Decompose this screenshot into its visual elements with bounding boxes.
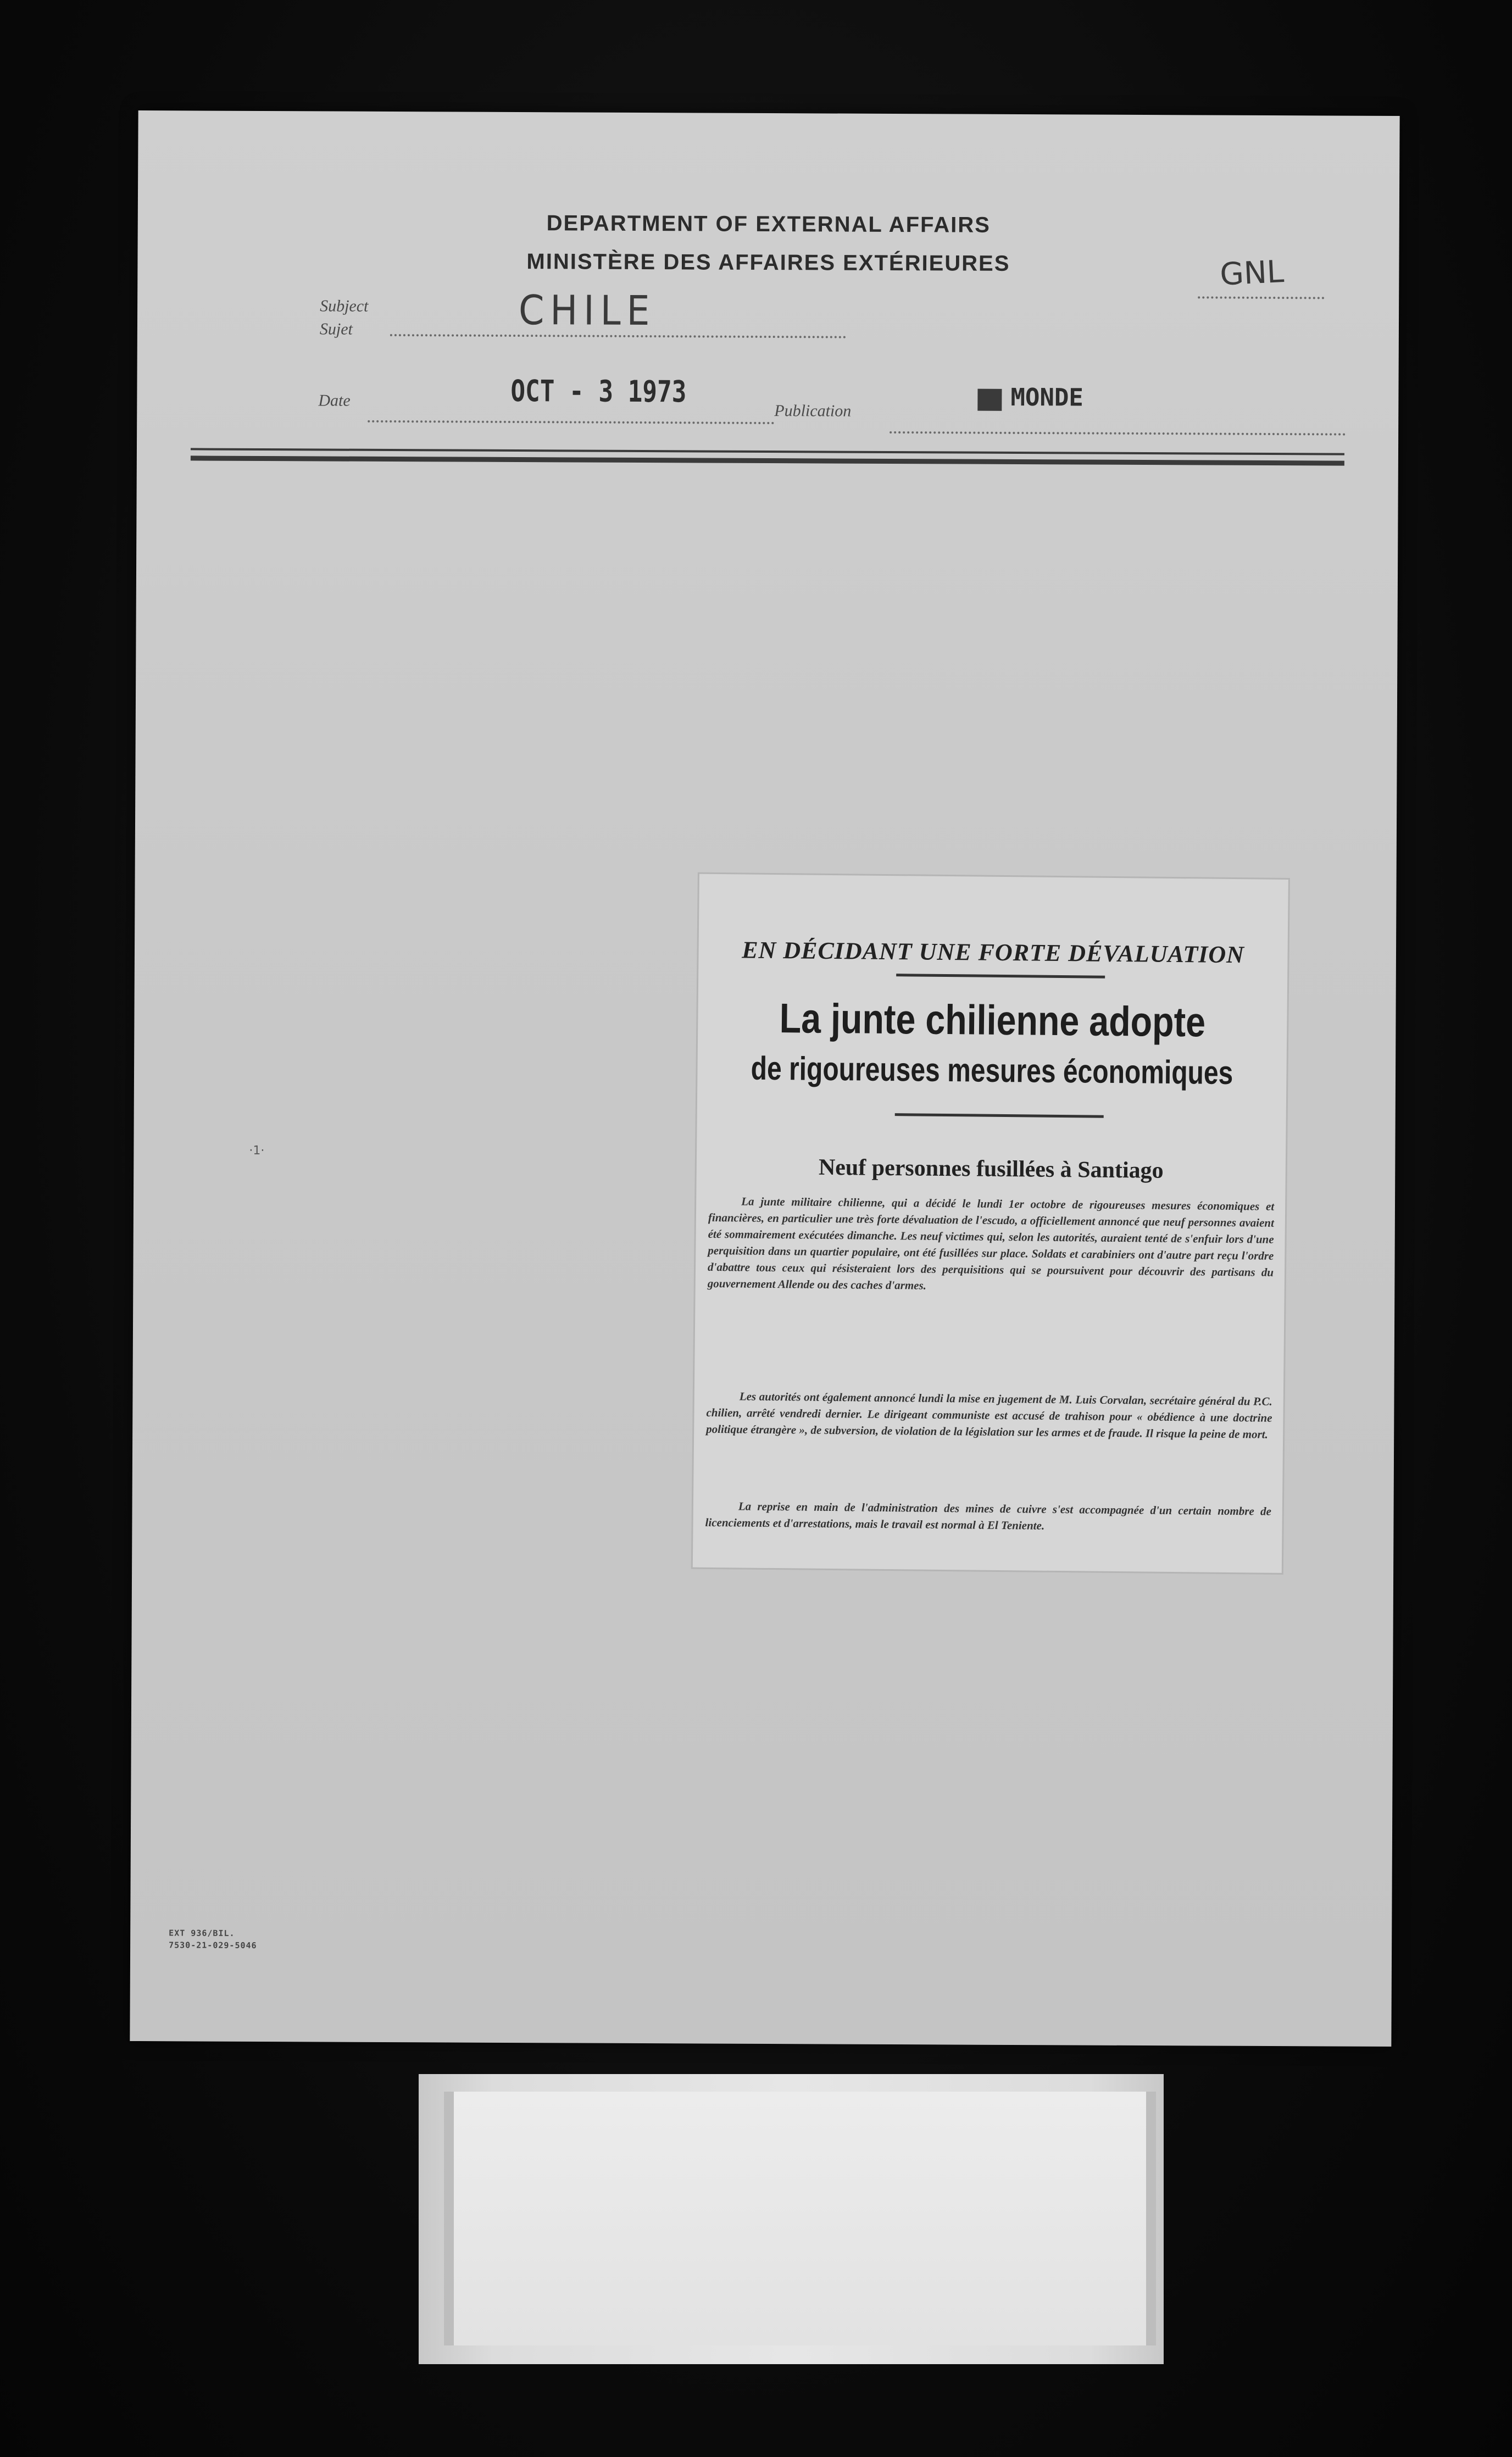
headline-underline xyxy=(895,1113,1104,1118)
file-code-line xyxy=(1198,296,1324,299)
department-name-en: DEPARTMENT OF EXTERNAL AFFAIRS xyxy=(546,211,991,237)
clipping-paragraph-1: La junte militaire chilienne, qui a décidé le lundi 1er octobre de rigoureuses mesures économiques et financières, en particulier une très forte dévaluation de l'escudo, a officiellement annoncé que neuf personnes avaient été sommairement exécutées dimanche. Les neuf victimes qui, selon les autorités, auraient tenté de s'enfuir lors d'une perquisition dans un quartier populaire, ont été fusillées sur place. Soldats et carabiniers ont d'autre part reçu l'ordre d'abattre tous ceux qui résisteraient lors des perquisitions qui se poursuivent pour découvrir des partisans du gouvernement Allende ou des caches d'armes. xyxy=(707,1194,1275,1292)
publication-label: Publication xyxy=(774,402,852,420)
date-stamp: OCT - 3 1973 xyxy=(510,373,687,409)
clipping-paragraph-3: La reprise en main de l'administration des mines de cuivre s'est accompagnée d'un certain nombre de licenciements et d'arrestations, mais le travail est normal à El Teniente. xyxy=(705,1499,1271,1532)
publication-stamp: MONDE xyxy=(1010,383,1083,412)
sujet-label: Sujet xyxy=(319,320,353,338)
clipping-subheadline: Neuf personnes fusillées à Santiago xyxy=(818,1154,1164,1183)
form-code-line2: 7530-21-029-5046 xyxy=(169,1940,257,1950)
publication-stamp-mark xyxy=(977,389,1002,411)
header-rule-thin xyxy=(191,448,1344,455)
clipping-paragraph-2: Les autorités ont également annoncé lundi la mise en jugement de M. Luis Corvalan, secrétaire général du P.C. chilien, arrêté vendredi dernier. Le dirigeant communiste est accusé de trahison pour « obédience à une doctrine politique étrangère », de subversion, de violation de la législation sur les armes et de fraude. Il risque la peine de mort. xyxy=(706,1389,1272,1441)
file-code-handwritten: GNL xyxy=(1219,254,1285,293)
newspaper-clipping xyxy=(693,874,1288,1573)
department-name-fr: MINISTÈRE DES AFFAIRES EXTÉRIEURES xyxy=(526,249,1010,276)
form-code-line1: EXT 936/BIL. xyxy=(169,1928,235,1938)
date-label: Date xyxy=(318,391,351,410)
clipping-headline-line1: La junte chilienne adopte xyxy=(779,995,1206,1046)
form-code xyxy=(169,1927,257,1952)
subject-value-handwritten: CHILE xyxy=(518,287,656,335)
adjacent-frame-blank xyxy=(444,2092,1156,2345)
clipping-kicker: EN DÉCIDANT UNE FORTE DÉVALUATION xyxy=(741,936,1245,969)
subject-label: Subject xyxy=(320,297,369,315)
adjacent-frame-strip xyxy=(419,2074,1164,2364)
publication-line xyxy=(890,431,1346,436)
clipping-headline-line2: de rigoureuses mesures économiques xyxy=(751,1049,1233,1092)
date-line xyxy=(368,420,774,424)
header-rule-thick xyxy=(191,455,1344,465)
margin-mark: ·1· xyxy=(249,1143,265,1158)
clipping-form-sheet xyxy=(130,110,1399,2047)
kicker-underline xyxy=(896,974,1105,979)
subject-line xyxy=(390,334,846,338)
